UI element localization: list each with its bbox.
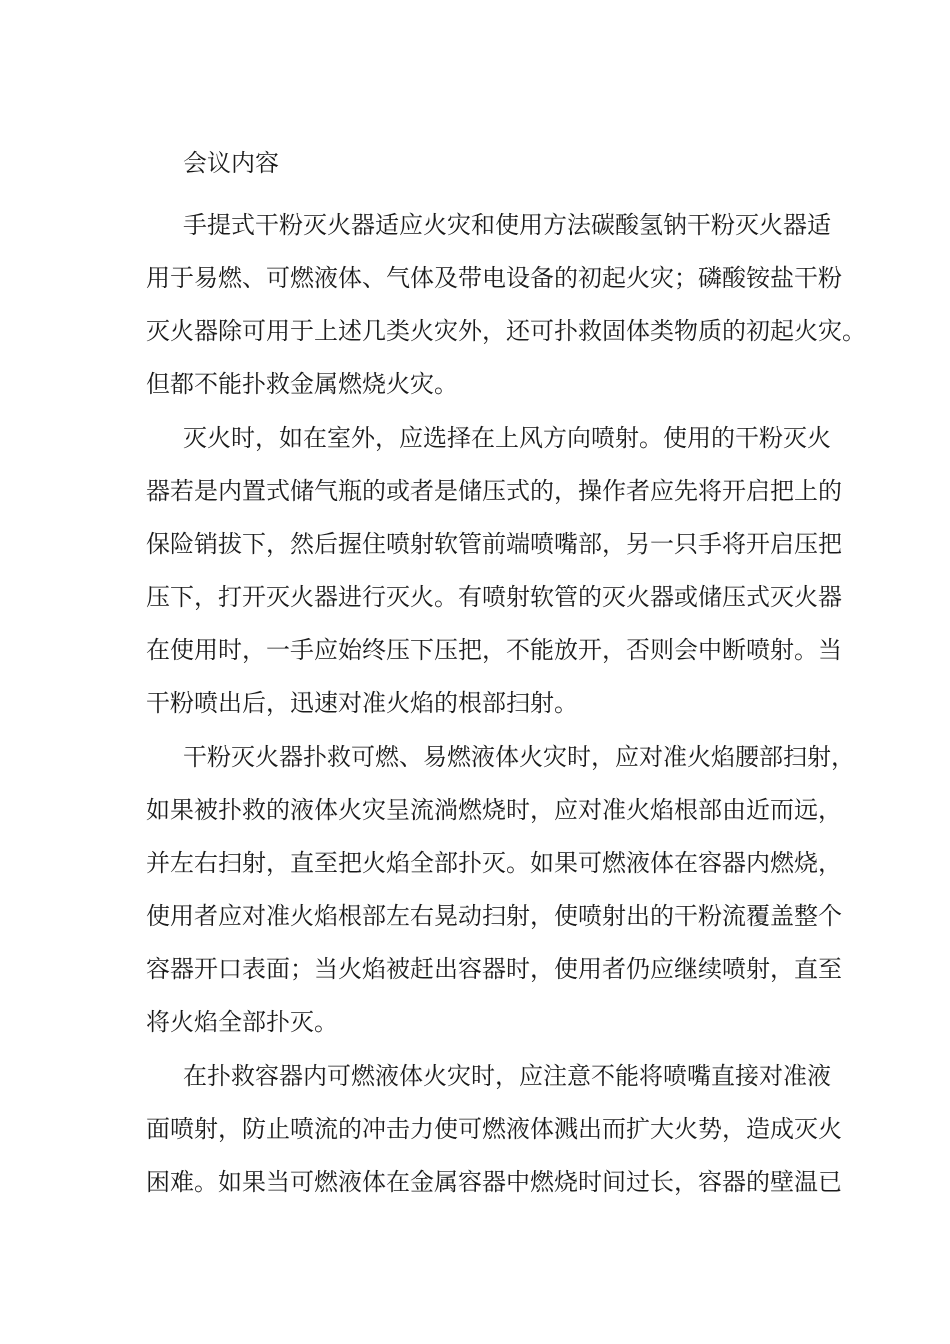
- paragraph-line: 压下，打开灭火器进行灭火。有喷射软管的灭火器或储压式灭火器: [146, 583, 842, 611]
- paragraph-1: [146, 208, 866, 420]
- paragraph-line: 器若是内置式储气瓶的或者是储压式的，操作者应先将开启把上的: [146, 477, 842, 505]
- paragraph-line: 使用者应对准火焰根部左右晃动扫射，使喷射出的干粉流覆盖整个: [146, 902, 842, 930]
- paragraph-4: [146, 1059, 842, 1218]
- paragraph-line: 干粉喷出后，迅速对准火焰的根部扫射。: [146, 689, 578, 717]
- paragraph-line: 并左右扫射，直至把火焰全部扑灭。如果可燃液体在容器内燃烧，: [146, 849, 842, 877]
- section-heading: 会议内容: [183, 149, 279, 177]
- paragraph-line: 保险销拔下，然后握住喷射软管前端喷嘴部，另一只手将开启压把: [146, 530, 842, 558]
- paragraph-line: 将火焰全部扑灭。: [146, 1008, 338, 1036]
- paragraph-line: 但都不能扑救金属燃烧火灾。: [146, 370, 458, 398]
- paragraph-2: [146, 421, 842, 739]
- paragraph-line: 手提式干粉灭火器适应火灾和使用方法碳酸氢钠干粉灭火器适: [183, 211, 831, 239]
- paragraph-line: 干粉灭火器扑救可燃、易燃液体火灾时，应对准火焰腰部扫射，: [183, 743, 855, 771]
- paragraph-line: 用于易燃、可燃液体、气体及带电设备的初起火灾；磷酸铵盐干粉: [146, 264, 842, 292]
- paragraph-3: [146, 740, 855, 1058]
- paragraph-line: 如果被扑救的液体火灾呈流淌燃烧时，应对准火焰根部由近而远，: [146, 796, 842, 824]
- paragraph-line: 灭火时，如在室外，应选择在上风方向喷射。使用的干粉灭火: [183, 424, 831, 452]
- paragraph-line: 面喷射，防止喷流的冲击力使可燃液体溅出而扩大火势，造成灭火: [146, 1115, 842, 1143]
- paragraph-line: 在使用时，一手应始终压下压把，不能放开，否则会中断喷射。当: [146, 636, 842, 664]
- paragraph-line: 在扑救容器内可燃液体火灾时，应注意不能将喷嘴直接对准液: [183, 1062, 831, 1090]
- paragraph-line: 灭火器除可用于上述几类火灾外，还可扑救固体类物质的初起火灾。: [146, 317, 866, 345]
- paragraph-line: 困难。如果当可燃液体在金属容器中燃烧时间过长，容器的壁温已: [146, 1168, 842, 1196]
- paragraph-line: 容器开口表面；当火焰被赶出容器时，使用者仍应继续喷射，直至: [146, 955, 842, 983]
